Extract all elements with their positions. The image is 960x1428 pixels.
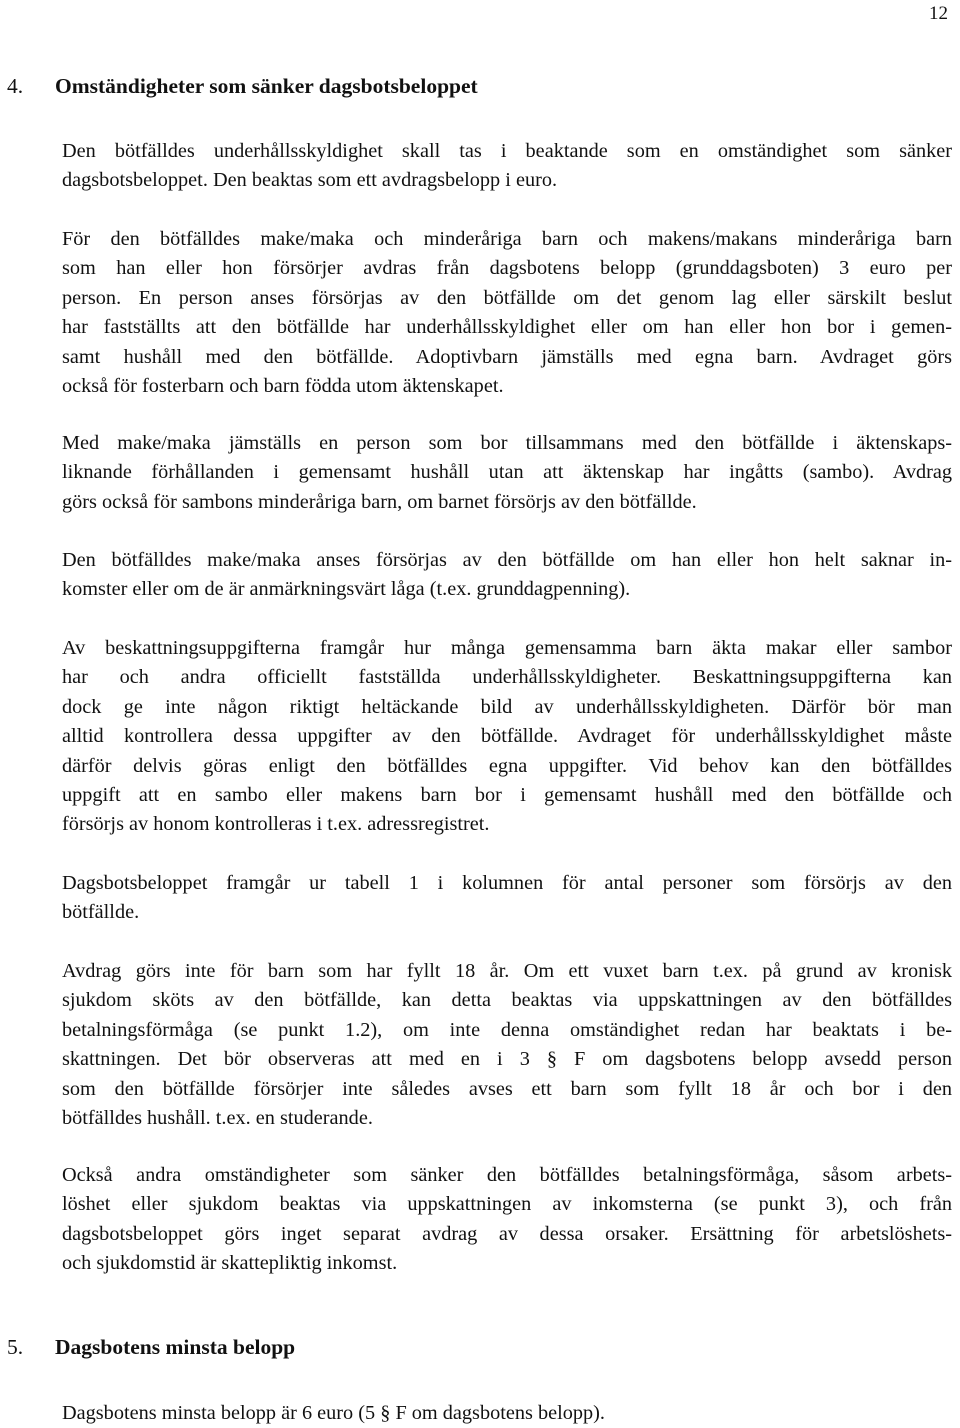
section-title: Omständigheter som sänker dagsbotsbeloppet [55,74,478,98]
paragraph-line: också för fosterbarn och barn födda utom äktenskapet. [62,375,504,398]
paragraph [62,137,952,196]
paragraph-line: betalningsförmåga (se punkt 1.2), om inte denna omständighet redan har beaktats i be- [62,1018,952,1041]
paragraph [62,225,952,401]
paragraph [62,869,952,928]
paragraph-line: dock ge inte någon riktigt heltäckande bild av underhållsskyldigheten. Därför bör man [62,695,952,718]
paragraph [62,546,952,605]
paragraph-line: dagsbotsbeloppet. Den beaktas som ett avdragsbelopp i euro. [62,169,558,192]
paragraph-line: bötfällde. [62,901,140,924]
paragraph-line: Avdrag görs inte för barn som har fyllt 18 år. Om ett vuxet barn t.ex. på grund av kronisk [62,960,952,982]
paragraph-line: liknande förhållanden i gemensamt hushåll utan att äktenskap har ingåtts (sambo). Avdrag [62,461,952,484]
section-heading [7,1333,295,1361]
paragraph-line: samt hushåll med den bötfällde. Adoptivbarn jämställs med egna barn. Avdraget görs [62,345,952,368]
page-number: 12 [929,3,948,24]
paragraph-line: därför delvis göras enligt den bötfälldes egna uppgifter. Vid behov kan den bötfälldes [62,754,952,777]
section-heading [7,72,478,100]
section-title: Dagsbotens minsta belopp [55,1335,296,1359]
paragraph-line: försörjs av honom kontrolleras i t.ex. adressregistret. [62,813,490,836]
paragraph-line: skattningen. Det bör observeras att med en i 3 § F om dagsbotens belopp avsedd person [62,1048,952,1071]
paragraph-line: som den bötfällde försörjer inte således avses ett barn som fyllt 18 år och bor i den [62,1077,952,1100]
paragraph-line: alltid kontrollera dessa uppgifter av den bötfällde. Avdraget för underhållsskyldighet måste [62,725,952,748]
paragraph-line: som han eller hon försörjer avdras från dagsbotens belopp (grunddagsboten) 3 euro per [62,257,952,280]
paragraph-line: bötfälldes hushåll. t.ex. en studerande. [62,1107,373,1130]
paragraph-line: Dagsbotens minsta belopp är 6 euro (5 § F om dagsbotens belopp). [62,1402,605,1424]
paragraph-line: sjukdom sköts av den bötfällde, kan detta beaktas via uppskattningen av den bötfälldes [62,989,952,1012]
paragraph-line: Med make/maka jämställs en person som bor tillsammans med den bötfällde i äktenskaps- [62,432,952,454]
paragraph [62,1161,952,1279]
paragraph [62,957,952,1133]
section-number: 5. [7,1335,24,1359]
paragraph-line: Den bötfälldes make/maka anses försörjas av den bötfällde om han eller hon helt saknar in- [62,549,952,571]
paragraph-line: person. En person anses försörjas av den bötfällde om det genom lag eller särskilt beslut [62,286,952,309]
paragraph-line: dagsbotsbeloppet görs inget separat avdrag av dessa orsaker. Ersättning för arbetslöshets- [62,1222,952,1245]
paragraph-line: och sjukdomstid är skattepliktig inkomst. [62,1252,398,1275]
paragraph-line: löshet eller sjukdom beaktas via uppskattningen av inkomsterna (se punkt 3), och från [62,1193,952,1216]
paragraph-line: Den bötfälldes underhållsskyldighet skall tas i beaktande som en omständighet som sänker [62,140,952,162]
paragraph [62,634,952,840]
paragraph [62,429,952,517]
paragraph [62,1399,952,1428]
paragraph-line: Dagsbotsbeloppet framgår ur tabell 1 i kolumnen för antal personer som försörjs av den [62,872,952,894]
paragraph-line: komster eller om de är anmärkningsvärt låga (t.ex. grunddagpenning). [62,578,631,601]
paragraph-line: görs också för sambons minderåriga barn, om barnet försörjs av den bötfällde. [62,490,697,513]
paragraph-line: uppgift att en sambo eller makens barn bor i gemensamt hushåll med den bötfällde och [62,784,952,807]
paragraph-line: har fastställts att den bötfällde har underhållsskyldighet eller om han eller hon bor i gemen- [62,316,952,339]
paragraph-line: För den bötfälldes make/maka och minderåriga barn och makens/makans minderåriga barn [62,228,952,250]
paragraph-line: Av beskattningsuppgifterna framgår hur många gemensamma barn äkta makar eller sambor [62,637,952,659]
paragraph-line: Också andra omständigheter som sänker den bötfälldes betalningsförmåga, såsom arbets- [62,1164,952,1186]
paragraph-line: har och andra officiellt fastställda underhållsskyldigheter. Beskattningsuppgifterna kan [62,666,952,689]
section-number: 4. [7,74,24,98]
